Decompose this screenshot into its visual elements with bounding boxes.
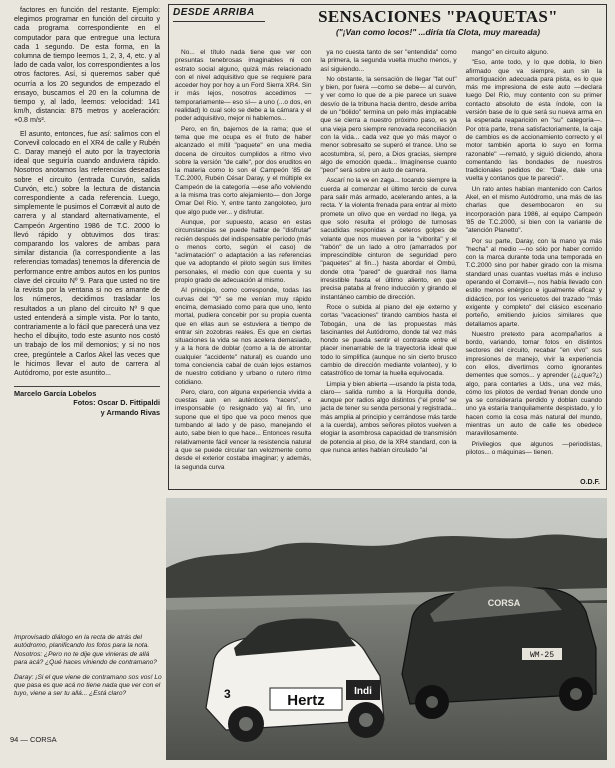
box-paragraph: "Eso, ante todo, y lo que dobla, lo bien afirmado que va siempre, aun sin la amortiguación adecuada para pista, es lo que más me impresiona de este auto —declara luego Del Río, muy contento con su primer contacto absoluto de esta índole, con la versión base de lo que será su nueva arma en la esperada reaparición en "su" categoría—. Por otra parte, trena satisfactoriamente, la caja de cambios es de accionamiento correcto y el motor también aporta lo suyo en forma razonable" —remató, y siguió diciendo, ahora comentando las bondades de nuestros tradicionales pedidos de: "Dale, dale una vuelta y contanos que te pareció". xyxy=(465,59,602,183)
author-line xyxy=(14,386,160,398)
left-paragraph-2: El asunto, entonces, fue así: salimos con el Corvevil colocado en el XR4 de calle y Rubén C. Daray manejó el auto por la trayectoria ideal que seguiría cuando anduviera rápido. Nosotros anotamos las referencias deseadas sobre el circuito (entrada Curvón, salida Curvón, etc.) sobre la lectura de distancia correspondiente a cada referencia. Luego, simplemente le pusimos el Corrævit al auto de carrera y al standard alternativamente, el Campeón Argentino 1986 de T.C. 2000 lo llevó rápido y obtuvimos dos tiras: comparando los valores de ambas para similar distancia (la correspondiente a las referencias tomadas) tenemos la diferencia de performance entre ambos autos en los puntos clave del circuito Nº 9. Para que usted no tire la revista por la ventana si no es amante de los números, decidimos trasladar los resultados a un plano del circuito Nº 9 que usted entenderá a simple vista. Por lo tanto, contrariamente a lo fácil que parecerá una vez hecho el dibujito, todo este asunto nos costó un trabajo de los mil demonios; y si no nos cree, pregúntele a Carlos Akel las veces que le hicimos llevar el auto de carrera al Autódromo, por este asuntito... xyxy=(14,129,160,377)
photo-illustration xyxy=(166,498,607,760)
byline xyxy=(14,386,160,418)
box-paragraph: Al principio, como corresponde, todas las curvas del "9" se me venían muy rápido encima, demasiado como para que uno, lento mortal, pudiera concebir por su propia cuenta que en ellas aun se estuviera a tiempo de entrar sin zozobras reales. Es que en ciertas situaciones la vida se nos acelera demasiado, y a la hora de doblar (como a la de atrontar cualquier "accidente" natural) es cuando uno toma conciencia cabal de cuán lejos estamos de nuestro cotidiano y urbano o rutero ritmo cotidiano. xyxy=(175,287,312,386)
sponsor-hood-text: Hertz xyxy=(287,692,325,709)
box-columns xyxy=(175,49,602,474)
caption-paragraph-2: Daray: ¡Si el que viene de contramano sos vos! Lo que pasa es que acá no tiene nada que ver con el tuyo, viene a ser tu allá... ¿Está claro? xyxy=(14,673,162,698)
box-paragraph: mango" en circuito alguno. xyxy=(471,49,549,56)
photo-credit-2: y Armando Rivas xyxy=(100,408,160,418)
box-paragraph: Limpia y bien abierta —usando la pista toda, claro— salida rumbo a la Horquilla donde, aunque por radios algo distintos ("el prote" se jacta de tener su senda personal y registrada... más amplia al principio y cerrándose más tarde a la cuerda), ambos señores pilotos vuelven a elogiar la asombrosa capacidad de transmisión de potencia al piso, de la XR4 standard, con la que nunca antes habían circulado "al xyxy=(320,380,457,454)
page-folio: 94 — CORSA xyxy=(10,735,57,744)
box-paragraph: Un rato antes habían mantenido con Carlos Akel, en el mismo Autódromo, una más de las charlas que desembocaron en su incorporación para 1986, al equipo Campeón '85 de T.C.2000, si bien con la variante de "atención Planetto". xyxy=(465,185,602,235)
caption-paragraph-1: Improvisado diálogo en la recta de atrás del autódromo, planificando los fotos para la nota. Nosotros: ¿Pero no te dije que vinieras de allá para acá? ¿Qué haces viniendo de contramano? xyxy=(14,634,157,667)
race-cars-photo xyxy=(166,498,607,760)
box-paragraph: Privilegios que algunos —periodistas, pilotos... o máquinas— tienen. xyxy=(465,440,602,456)
photo-caption xyxy=(14,634,164,705)
section-tag: DESDE ARRIBA xyxy=(173,7,255,18)
sidebar-box xyxy=(168,4,607,490)
box-column-1 xyxy=(175,49,311,474)
box-column-2 xyxy=(320,49,456,474)
license-plate: WM-25 xyxy=(529,651,555,660)
box-paragraph: Por su parte, Daray, con la mano ya más "hecha" al medio —no sólo por haber corrido con la marca durante toda una temporada en T.C.2000 sino por haber girado con la misma standard unas cuantas vueltas más e incluso operando el Corrævit—, nos había llevado con estilo menos enérgico e igualmente eficaz y didáctico, por los vericuetos del trazado "más exigente y completo" del clásico escenario porteño, emitiendo juicios similares que detallamos aparte. xyxy=(465,237,602,328)
rear-window-text: CORSA xyxy=(487,598,521,608)
box-paragraph: ya no cuesta tanto de ser "entendida" como la primera, la segunda vuelta mucho menos, y así siguiendo... xyxy=(320,49,457,73)
box-signature: O.D.F. xyxy=(580,479,600,486)
car-number: 3 xyxy=(224,687,231,701)
box-paragraph: Pero, claro, con alguna experiencia vivida a cuestas aun en auténticos "racers", e irresponsable (o resignado ya) al fin, uno supone que el tipo que va poco menos que tumbando al lado y de paso, manejando el auto, sabe bien lo que hace... Entonces resulta relativamente fácil vencer la resistencia natural a que se puede circular tan velozmente como desde el exterior costaba imaginar; y además, la segunda curva xyxy=(175,388,312,471)
box-paragraph: No obstante, la sensación de llegar "fat out" y bien, por fuera —como se debe— al curvón, y ver como lo que de a pie parece un suave desvío de la tribuna hacia dentro, desde arriba de un "bólido" termina un pelo más implacable que se cierra a nuestro próximo paso, es ya una vieja pero siempre renovada reconciliación con la vida... cada vez que yo más mayor o menor sobresalto se superó el trance. Uno se acostumbra, sí, pero, a Dios gracias, siempre algo de emoción queda... Imagínense cuanto "peor" será sobre un auto de carrera. xyxy=(320,75,457,175)
sponsor-door-text: Indi xyxy=(354,686,372,697)
left-paragraph-1: factores en función del restante. Ejemplo: elegimos programar en función del circuito y cada programa correspondiente en el computador para que entregue una lectura cada 1 segundo. De esta forma, en la columna de tiempo leemos 1, 2, 3, 4, etc. y al lado de cada valor, los correspondientes a los otros factores. Así, si queremos saber qué ocurría a los 20 segundos de empezado el ensayo, buscamos el 20 en la columna de tiempo y, al lado, leemos: velocidad: 141 km/h, distancia: 875 metros y aceleración: +0.8 m/s². xyxy=(14,6,160,125)
left-article-column xyxy=(14,6,160,418)
box-paragraph: Nuestro pretexto para acompañarlos a bordo, variando, tomar fotos en distintos sectores del circuito, recabar "en vivo" sus impresiones de manejo, vivir la experiencia con ellos, divertirnos como ignorantes dementes que somos... y aprender (¿¿que?¿) algo, para contarles a Uds., una vez más, cómo los pilotos de verdad frenan donde uno ya se consideraría perdido y doblan cuando uno ya estaría tranquilamente despistado, y lo hacen como la cosa más natural del mundo, mientras un auto de calle les obedece maravillosamente. xyxy=(465,330,602,438)
box-paragraph: Roce o subida al piano del eje externo y cortas "vacaciones" tirando cambios hasta el Tobogán, una de las propuestas más fascinantes del Autódromo, donde tal vez más hondo se pueda sentir el contraste entre el placer inenarrable de la trayectoria ideal que todo lo simplifica (aunque no sin cierto brusco cambio de dirección mediante volanteo), y lo catastrófico de tomar la huella equivocada. xyxy=(320,303,457,378)
photo-credit: Fotos: Oscar D. Fittipaldi xyxy=(73,398,160,408)
race-car-dark xyxy=(402,586,596,719)
box-title: SENSACIONES "PAQUETAS" xyxy=(318,7,558,26)
box-subtitle: ("¡Van como locos!" ...diría tía Clota, muy mareada) xyxy=(335,27,541,37)
box-paragraph: No... el título nada tiene que ver con presuntas tenebrosas imaginables ni con estrato social alguno, quizá más relacionado con el nivel adquisitivo que se requiere para acceder hoy por hoy a un Ford Sierra XR4. Sin ir más lejos, nosotros accedimos —temporariamente— eso sí— a uno (...o dos, en realidad) lo cual solo se debe a la cámara y el poder adquisitivo, mejor ni hablemos... xyxy=(175,49,312,123)
box-paragraph: Aunque, por supuesto, acaso en estas circunstancias se puede hablar de "disfrutar" recién después del indispensable período (más o menos corto, según el caso) de "aclimatación" o adaptación a las referencias que va adoptando el piloto según sus límites personales, el medio con que cuenta y su propio grado de adecuación al mismo. xyxy=(175,218,312,285)
section-tag-rule xyxy=(173,21,265,22)
box-paragraph: Pero, en fin, bajemos de la rama; que el tema que me ocupa es el fruto de haber alcanzado el mítil "paquete" en una media docena de circuitos cumplidos a ritmo vivo sobre la versión "de calle", por dos eruditos en la materia como lo son el Campeón '85 de T.C.2000, Rubén César Daray, y el múltiple ex Campeón de la categoría —ese año volviendo a la misma tras corto alejamiento— don Jorge Omar Del Río. Y, entre tanto zangoloteo, juro que algo pude ver... y disfrutar. xyxy=(175,125,312,216)
box-paragraph: Ascarí no la ve en zaga... tocando siempre la cuerda al comenzar el último tercio de curva para salir más armado, acelerando antes, a la recta. Y la violenta frenada para entrar al mixto promete un olivo que en verdad no llega, ya que solo resulta el prólogo de turnosas sacudidas responidas a ceteros golpes de volante que nos mueven por la "viborita" y el "rabón" de un lado a otro (amarrados por imprescindible cinturon de seguridad pero "paquetes" al fin...) hasta abordar el Ombú, donde otra "pared" de guardrail nos llama irresistible hasta el último aliento, en que precisa pataba al freno inducción y girando el instantáneo cambio de dirección. xyxy=(320,177,457,301)
author-name: Marcelo García Lobelos xyxy=(14,389,97,399)
box-column-3 xyxy=(466,49,602,474)
